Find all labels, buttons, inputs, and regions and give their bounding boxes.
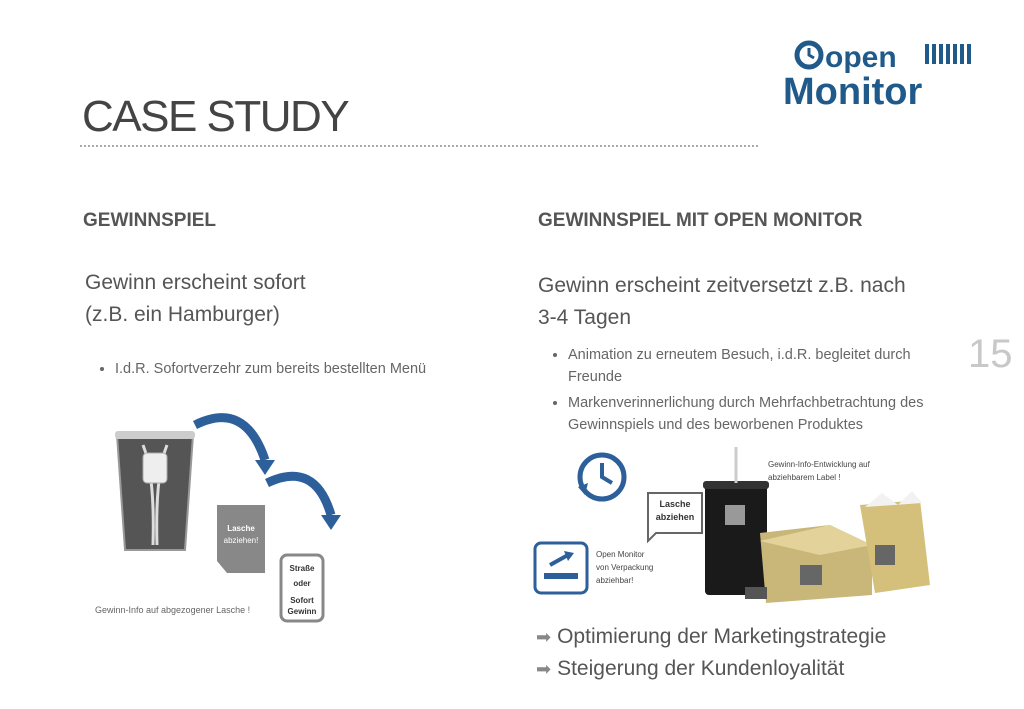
list-item: • Animation zu erneutem Besuch, i.d.R. begleitet durch Freunde <box>568 344 963 388</box>
tab-label-2: abziehen! <box>223 536 259 545</box>
logo-text-open: open <box>825 41 897 74</box>
arrow-right-icon: ➡ <box>536 627 552 647</box>
callout-line-2: abziehen <box>655 512 695 522</box>
left-lead-line2: (z.B. ein Hamburger) <box>85 303 280 326</box>
info-line-2: abziehbarem Label ! <box>768 473 841 482</box>
left-caption: Gewinn-Info auf abgezogener Lasche ! <box>95 605 251 615</box>
card-line-4: Gewinn <box>287 607 317 616</box>
conclusion-item: ➡ Steigerung der Kundenloyalität <box>536 657 845 680</box>
peel-label-icon <box>535 543 587 593</box>
om-line-2: von Verpackung <box>596 563 654 572</box>
conclusion-list <box>536 621 886 685</box>
arrow-right-icon: ➡ <box>536 659 552 679</box>
info-line-1: Gewinn-Info-Entwicklung auf <box>768 460 870 469</box>
clock-refresh-icon <box>578 455 624 499</box>
left-bullet-list <box>85 358 505 384</box>
tab-label-1: Lasche <box>227 524 255 533</box>
card-line-1: Straße <box>289 564 315 573</box>
product-illustration <box>703 447 930 603</box>
slide-title: CASE STUDY <box>82 92 349 141</box>
right-bullet-list <box>538 344 963 440</box>
right-lead-line2: 3-4 Tagen <box>538 306 632 329</box>
left-lead <box>85 267 306 331</box>
page-number: 15 <box>968 332 1013 376</box>
left-illustration <box>95 405 355 627</box>
left-heading: GEWINNSPIEL <box>83 210 217 231</box>
card-line-2: oder <box>293 579 311 588</box>
list-item: • I.d.R. Sofortverzehr zum bereits bestellten Menü <box>115 358 505 380</box>
left-lead-line1: Gewinn erscheint sofort <box>85 271 306 294</box>
right-illustration <box>530 445 960 615</box>
om-line-1: Open Monitor <box>596 550 645 559</box>
conclusion-item: ➡ Optimierung der Marketingstrategie <box>536 625 887 648</box>
open-monitor-logo <box>783 38 983 108</box>
title-divider <box>80 145 758 147</box>
list-item: • Markenverinnerlichung durch Mehrfachbetrachtung des Gewinnspiels und des beworbenen Produktes <box>568 392 963 436</box>
card-line-3: Sofort <box>290 596 314 605</box>
om-line-3: abziehbar! <box>596 576 634 585</box>
right-lead-line1: Gewinn erscheint zeitversetzt z.B. nach <box>538 274 906 297</box>
right-heading: GEWINNSPIEL MIT OPEN MONITOR <box>538 210 863 231</box>
callout-line-1: Lasche <box>659 499 691 509</box>
logo-text-monitor: Monitor <box>783 71 923 108</box>
right-lead <box>538 270 968 334</box>
